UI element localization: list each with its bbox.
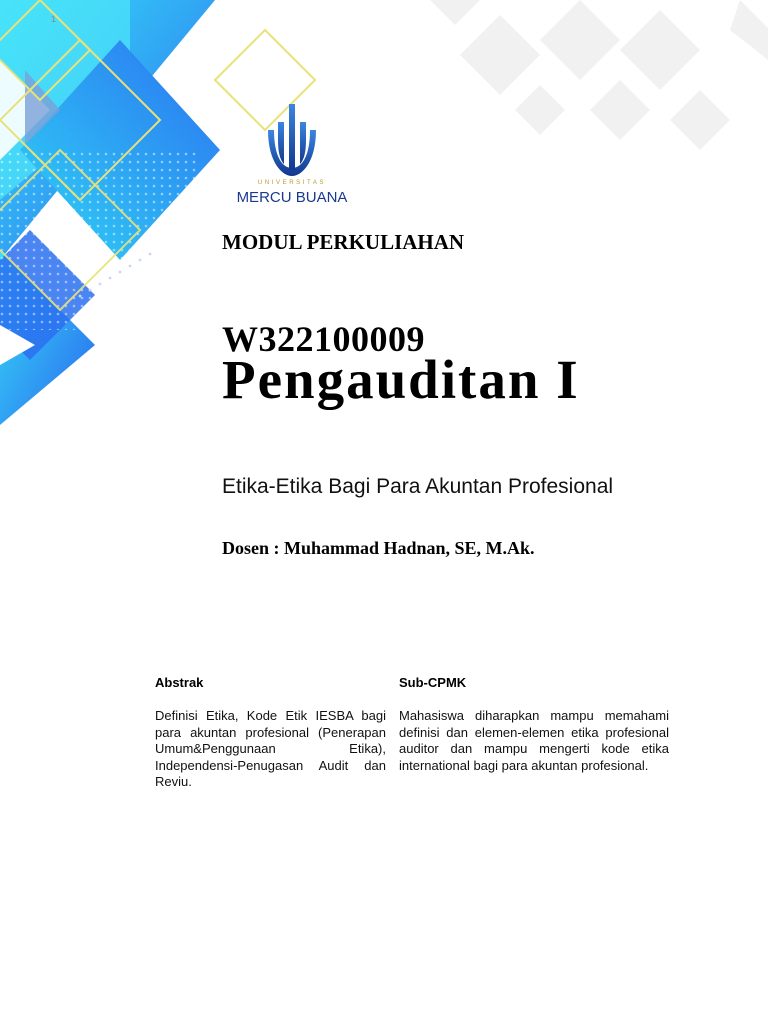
- course-name: Pengauditan I: [222, 349, 580, 410]
- abstrak-heading: Abstrak: [155, 675, 204, 690]
- university-logo: [222, 100, 362, 210]
- modul-title: MODUL PERKULIAHAN: [222, 230, 465, 254]
- mercu-buana-emblem-icon: [264, 100, 320, 178]
- abstrak-section: [155, 675, 386, 791]
- grey-diamond-pattern: [430, 0, 768, 150]
- abstrak-text: Definisi Etika, Kode Etik IESBA bagi para akuntan profesional (Penerapan Umum&Penggunaan Etika), Independensi-Penugasan Audit dan Reviu.: [155, 708, 386, 789]
- page-number: 1: [51, 14, 57, 24]
- lecturer: Dosen : Muhammad Hadnan, SE, M.Ak.: [222, 538, 535, 558]
- sub-cpmk-text: Mahasiswa diharapkan mampu memahami definisi dan elemen-elemen etika profesional auditor dan mampu mengerti kode etika international bagi para akuntan profesional.: [399, 708, 669, 773]
- sub-cpmk-heading: Sub-CPMK: [399, 675, 467, 690]
- course-topic: Etika-Etika Bagi Para Akuntan Profesional: [222, 475, 614, 498]
- course-code: W322100009: [222, 319, 425, 359]
- logo-name: MERCU BUANA: [236, 189, 348, 206]
- logo-subtitle: UNIVERSITAS: [257, 180, 327, 186]
- sub-cpmk-section: [399, 675, 669, 774]
